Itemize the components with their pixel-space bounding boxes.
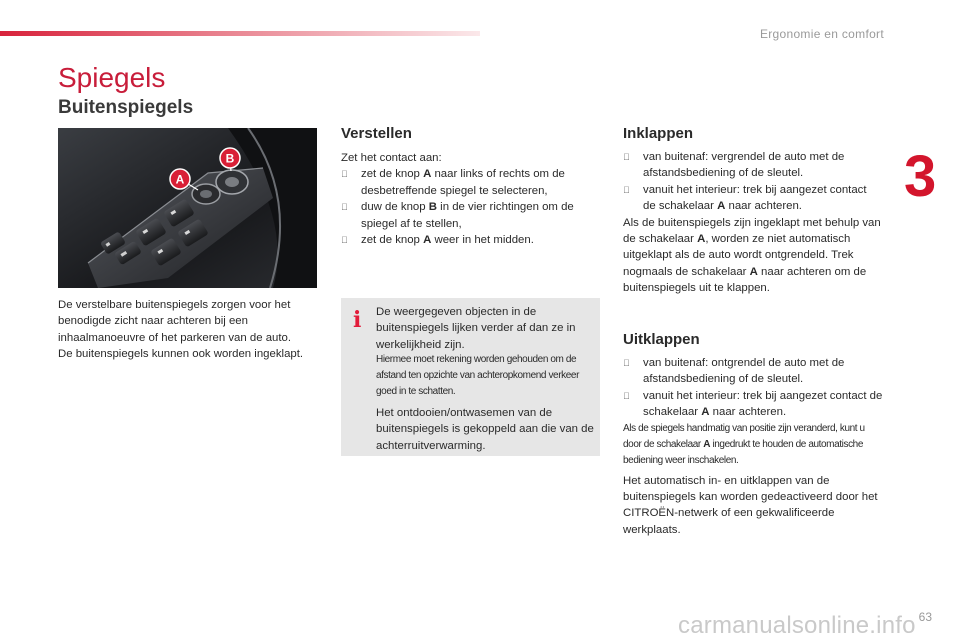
callout-b-label: B — [225, 151, 235, 166]
callout-a-label: A — [175, 172, 185, 187]
section-title: Ergonomie en comfort — [759, 27, 884, 41]
intro-paragraph: De verstelbare buitenspiegels zorgen voor het benodigde zicht naar achteren bij een inhaalmanoeuvre of het parkeren van de auto. De buitenspiegels kunnen ook worden ingeklapt. — [58, 299, 304, 361]
list-item: zet de knop A naar links of rechts om de desbetreffende spiegel te selecteren, — [341, 166, 603, 199]
uitklappen-note: Als de spiegels handmatig van positie zijn veranderd, kunt u door de schakelaar A ingedrukt te houden de automatische bediening weer inschakelen. — [623, 422, 865, 466]
page-title: Spiegels — [58, 62, 166, 93]
inklappen-section — [623, 149, 881, 297]
list-item: van buitenaf: vergrendel de auto met de afstandsbediening of de sleutel. — [623, 149, 881, 182]
bullet-icon — [341, 232, 361, 248]
chapter-number: 3 — [904, 144, 937, 209]
bullet-icon — [623, 388, 643, 421]
header-accent-bar — [0, 31, 480, 36]
list-item: vanuit het interieur: trek bij aangezet contact de schakelaar A naar achteren. — [623, 388, 885, 421]
verstellen-heading: Verstellen — [341, 125, 412, 142]
list-item: duw de knop B in de vier richtingen om de spiegel af te stellen, — [341, 199, 603, 232]
uitklappen-section — [623, 355, 885, 538]
page-subtitle: Buitenspiegels — [58, 97, 194, 118]
info-paragraph-3: Het ontdooien/ontwasemen van de buitenspiegels is gekoppeld aan die van de achterruitverwarming. — [376, 407, 594, 452]
page-number: 63 — [918, 610, 932, 624]
mirror-control-illustration — [58, 128, 317, 288]
inklappen-heading: Inklappen — [623, 125, 694, 142]
mirror-selector-knob — [192, 184, 220, 204]
watermark: carmanualsonline.info — [678, 612, 916, 639]
bullet-icon — [623, 182, 643, 215]
info-paragraph-1: De weergegeven objecten in de buitenspiegels lijken verder af dan ze in werkelijkheid zijn. — [376, 306, 576, 351]
list-item: vanuit het interieur: trek bij aangezet contact de schakelaar A naar achteren. — [623, 182, 881, 215]
verstellen-lead: Zet het contact aan: — [341, 152, 442, 164]
verstellen-section — [341, 150, 603, 248]
bullet-icon — [341, 166, 361, 199]
info-paragraph-2: Hiermee moet rekening worden gehouden om de afstand ten opzichte van achteropkomend verkeer goed in te schatten. — [376, 354, 580, 397]
inklappen-paragraph: Als de buitenspiegels zijn ingeklapt met behulp van de schakelaar A, worden ze niet automatisch uitgeklapt als de auto wordt ontgrendeld. Trek nogmaals de schakelaar A naar achteren om de buitenspiegels uit te klappen. — [623, 216, 881, 295]
list-item: van buitenaf: ontgrendel de auto met de afstandsbediening of de sleutel. — [623, 355, 885, 388]
info-box — [341, 298, 600, 456]
list-item: zet de knop A weer in het midden. — [341, 232, 603, 248]
bullet-icon — [341, 199, 361, 232]
bullet-icon — [623, 149, 643, 182]
info-icon: i — [353, 307, 362, 333]
bullet-icon — [623, 355, 643, 388]
mirror-adjust-joystick — [216, 170, 248, 194]
uitklappen-paragraph: Het automatisch in- en uitklappen van de buitenspiegels kan worden gedeactiveerd door het CITROËN-netwerk of een gekwalificeerde werkplaats. — [623, 474, 878, 536]
uitklappen-heading: Uitklappen — [623, 331, 700, 348]
